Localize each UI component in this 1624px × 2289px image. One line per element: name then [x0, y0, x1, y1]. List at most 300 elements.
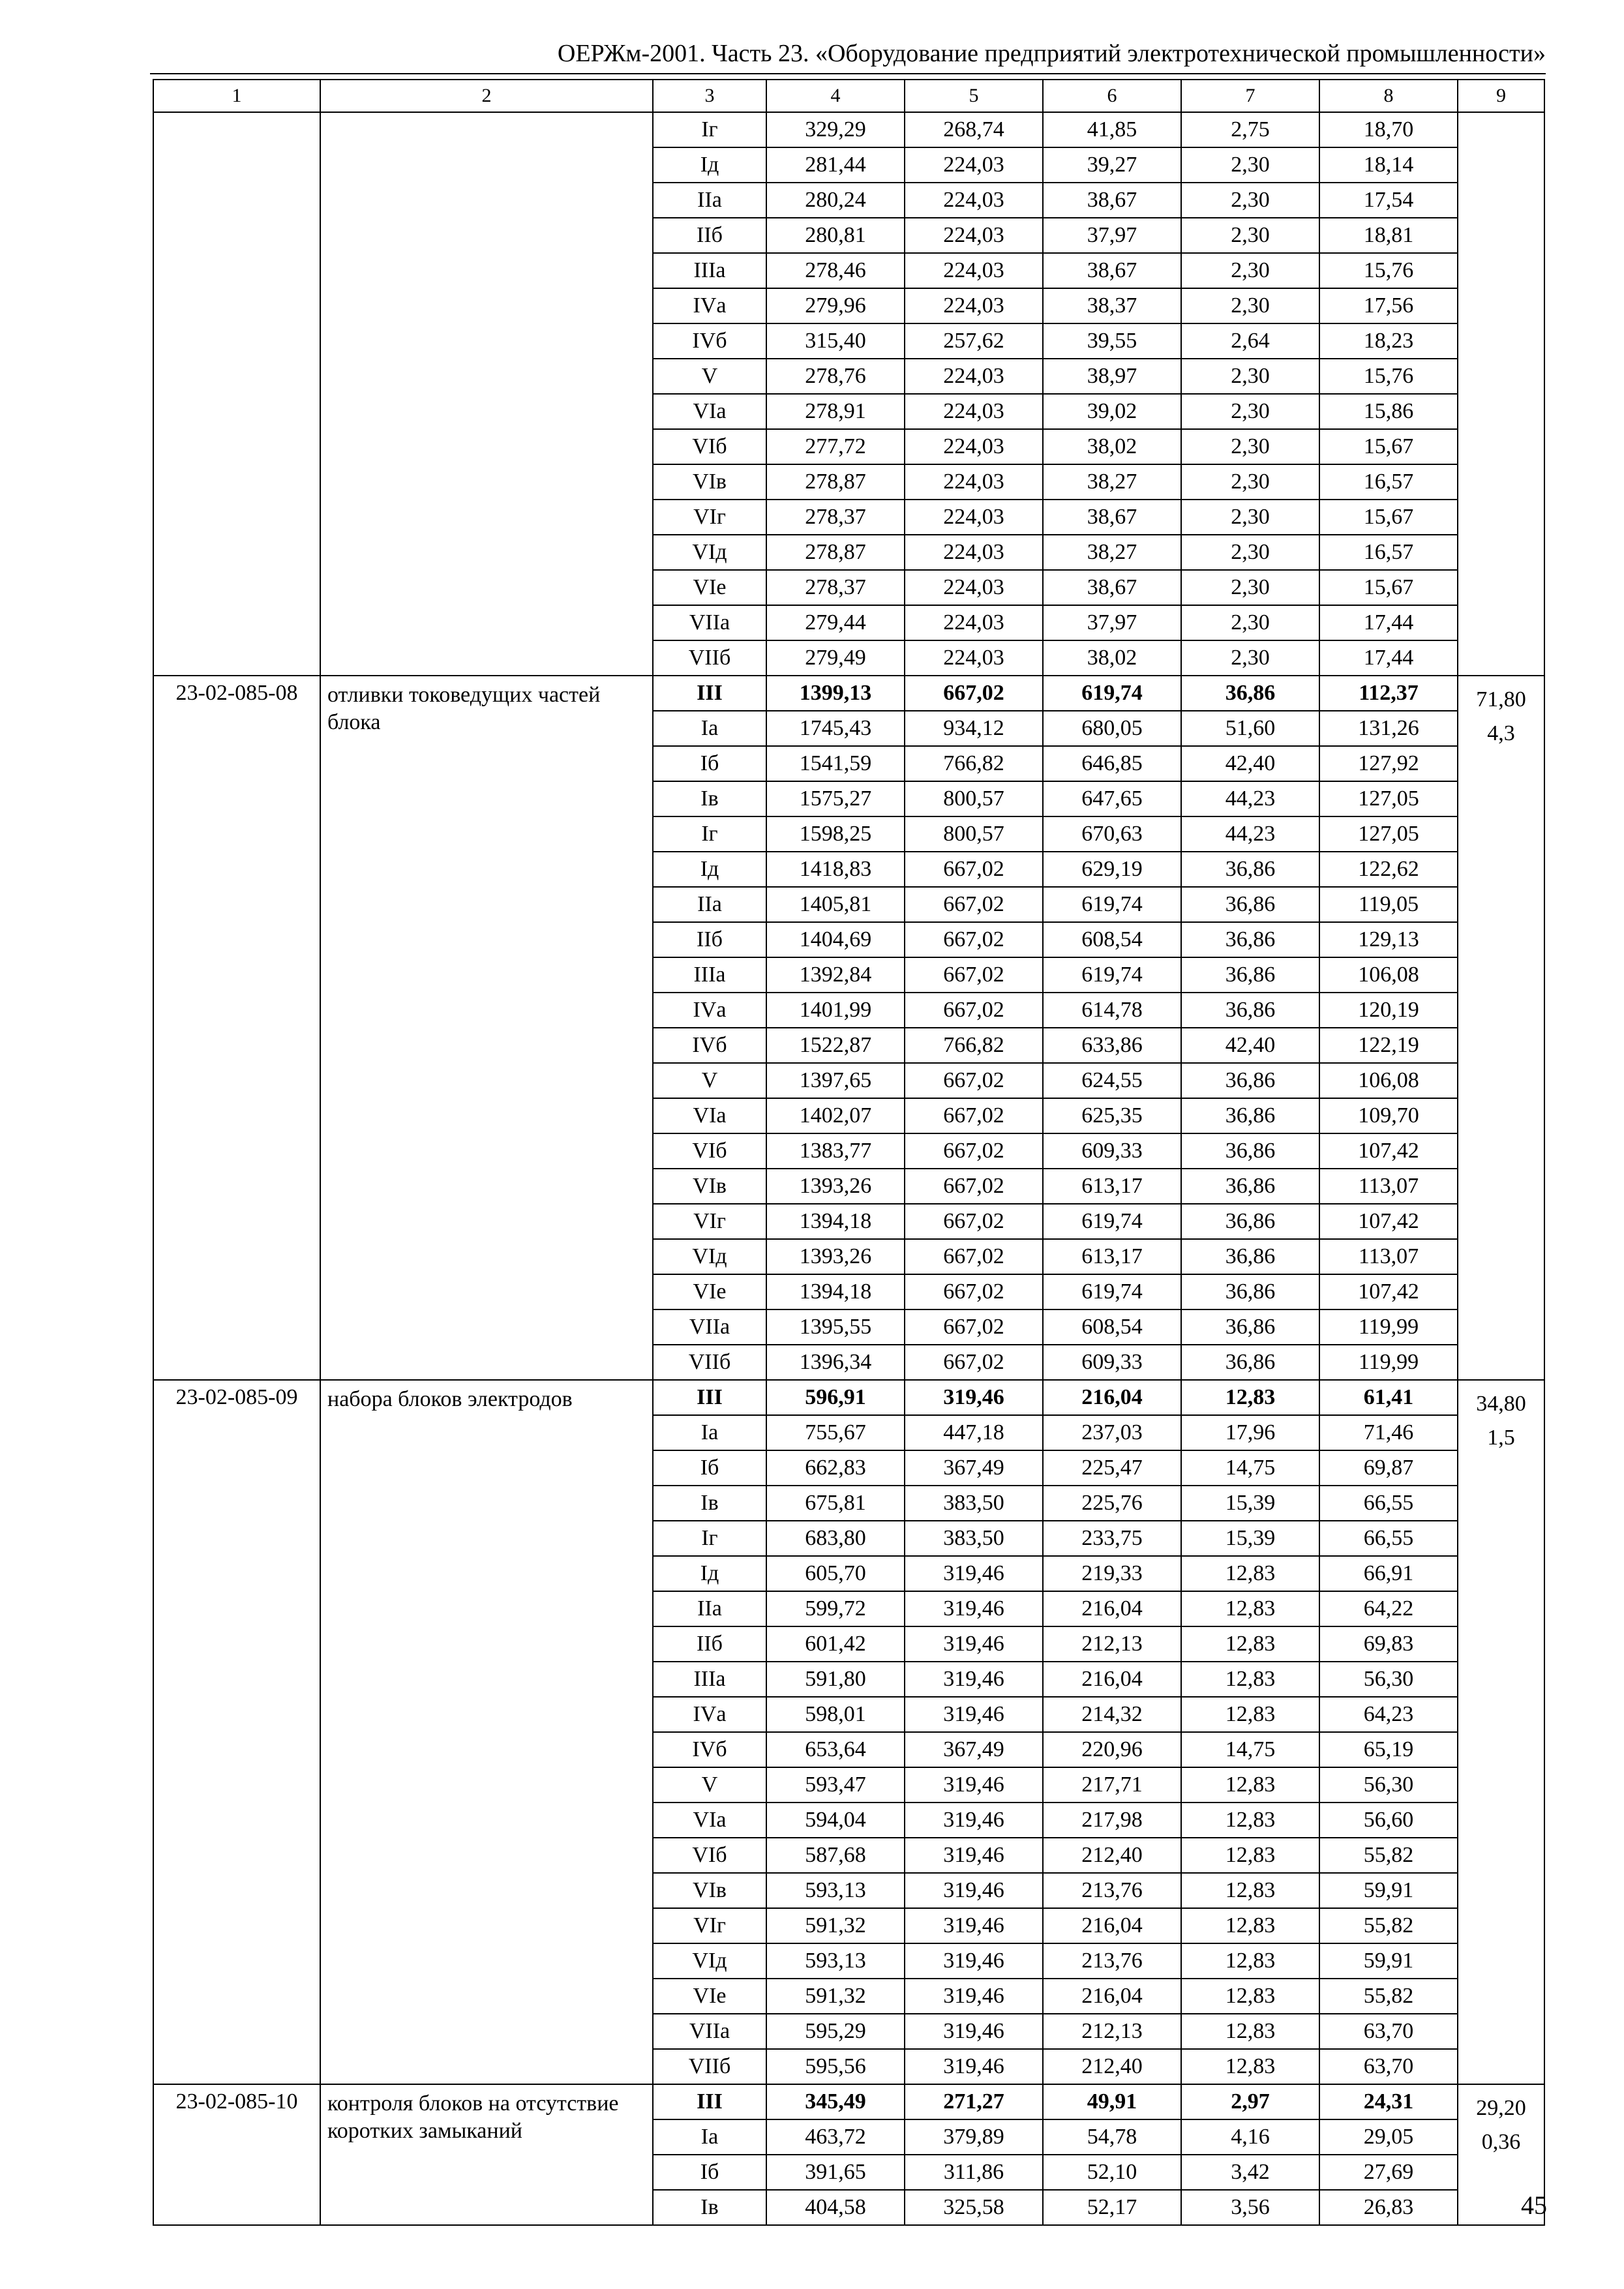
cost-value: 667,02 — [905, 1133, 1043, 1169]
cost-value: 224,03 — [905, 500, 1043, 535]
zone-group: VIе — [653, 570, 766, 605]
cost-value: 14,75 — [1181, 1732, 1319, 1767]
cost-value: 280,24 — [766, 183, 905, 218]
cost-value: 15,67 — [1319, 500, 1458, 535]
zone-group: VIд — [653, 1943, 766, 1979]
table-body — [153, 80, 1544, 2225]
cost-value: 594,04 — [766, 1803, 905, 1838]
cost-value: 1575,27 — [766, 781, 905, 816]
column-number: 4 — [766, 80, 905, 112]
cost-value: 64,23 — [1319, 1697, 1458, 1732]
cost-value: 216,04 — [1043, 1908, 1181, 1943]
table-row — [153, 1380, 1544, 1415]
cost-value: 17,96 — [1181, 1415, 1319, 1450]
cost-value: 277,72 — [766, 429, 905, 464]
cost-value: 12,83 — [1181, 1380, 1319, 1415]
cost-value: 2,30 — [1181, 253, 1319, 288]
zone-group: IIIа — [653, 957, 766, 993]
cost-value: 12,83 — [1181, 1803, 1319, 1838]
zone-group: IVа — [653, 993, 766, 1028]
cost-value: 42,40 — [1181, 746, 1319, 781]
cost-value: 119,99 — [1319, 1345, 1458, 1380]
zone-group: V — [653, 359, 766, 394]
cost-value: 1405,81 — [766, 887, 905, 922]
table-row — [153, 112, 1544, 147]
extra-value: 29,20 — [1476, 2096, 1526, 2120]
cost-value: 224,03 — [905, 288, 1043, 323]
cost-value: 59,91 — [1319, 1943, 1458, 1979]
cost-value: 224,03 — [905, 147, 1043, 183]
cost-value: 12,83 — [1181, 1908, 1319, 1943]
cost-value: 319,46 — [905, 2049, 1043, 2084]
zone-group: VIг — [653, 1204, 766, 1239]
cost-value: 1392,84 — [766, 957, 905, 993]
cost-value: 2,30 — [1181, 640, 1319, 676]
cost-value: 56,30 — [1319, 1662, 1458, 1697]
column-number: 7 — [1181, 80, 1319, 112]
cost-value: 39,27 — [1043, 147, 1181, 183]
zone-group: Iв — [653, 781, 766, 816]
zone-group: VIб — [653, 1133, 766, 1169]
cost-value: 325,58 — [905, 2190, 1043, 2225]
cost-value: 593,47 — [766, 1767, 905, 1803]
zone-group: Iв — [653, 1486, 766, 1521]
cost-value: 1395,55 — [766, 1309, 905, 1345]
cost-value: 646,85 — [1043, 746, 1181, 781]
work-name: отливки токоведущих частей блока — [320, 676, 653, 1380]
cost-value: 36,86 — [1181, 922, 1319, 957]
cost-value: 447,18 — [905, 1415, 1043, 1450]
cost-value: 319,46 — [905, 1662, 1043, 1697]
cost-value: 66,91 — [1319, 1556, 1458, 1591]
cost-value: 667,02 — [905, 957, 1043, 993]
cost-value: 619,74 — [1043, 887, 1181, 922]
cost-value: 587,68 — [766, 1838, 905, 1873]
cost-value: 279,44 — [766, 605, 905, 640]
cost-value: 12,83 — [1181, 1556, 1319, 1591]
cost-value: 595,56 — [766, 2049, 905, 2084]
cost-value: 608,54 — [1043, 922, 1181, 957]
cost-value: 619,74 — [1043, 1204, 1181, 1239]
cost-value: 127,05 — [1319, 816, 1458, 852]
zone-group: VIа — [653, 394, 766, 429]
zone-group: VIв — [653, 464, 766, 500]
zone-group: VIIа — [653, 2014, 766, 2049]
cost-value: 131,26 — [1319, 711, 1458, 746]
cost-value: 3,42 — [1181, 2155, 1319, 2190]
cost-value: 319,46 — [905, 1626, 1043, 1662]
cost-value: 683,80 — [766, 1521, 905, 1556]
cost-value: 1393,26 — [766, 1169, 905, 1204]
zone-group: Iб — [653, 746, 766, 781]
cost-value: 1383,77 — [766, 1133, 905, 1169]
cost-value: 37,97 — [1043, 218, 1181, 253]
cost-value: 213,76 — [1043, 1943, 1181, 1979]
cost-value: 26,83 — [1319, 2190, 1458, 2225]
zone-group: VIд — [653, 1239, 766, 1274]
cost-value: 224,03 — [905, 218, 1043, 253]
cost-value: 278,37 — [766, 570, 905, 605]
zone-group: IIб — [653, 1626, 766, 1662]
cost-value: 220,96 — [1043, 1732, 1181, 1767]
cost-value: 2,30 — [1181, 359, 1319, 394]
zone-group: IIIа — [653, 253, 766, 288]
cost-value: 237,03 — [1043, 1415, 1181, 1450]
cost-value: 12,83 — [1181, 1838, 1319, 1873]
cost-value: 319,46 — [905, 1767, 1043, 1803]
zone-group: Iг — [653, 816, 766, 852]
cost-value: 113,07 — [1319, 1239, 1458, 1274]
zone-group: VIIа — [653, 605, 766, 640]
cost-value: 613,17 — [1043, 1239, 1181, 1274]
cost-value: 404,58 — [766, 2190, 905, 2225]
cost-value: 278,91 — [766, 394, 905, 429]
cost-value: 593,13 — [766, 1943, 905, 1979]
cost-value: 212,40 — [1043, 2049, 1181, 2084]
cost-value: 766,82 — [905, 746, 1043, 781]
cost-value: 1393,26 — [766, 1239, 905, 1274]
labor-and-mass — [1458, 1380, 1544, 2084]
cost-value: 12,83 — [1181, 1943, 1319, 1979]
cost-value: 216,04 — [1043, 1979, 1181, 2014]
cost-value: 224,03 — [905, 429, 1043, 464]
cost-value: 319,46 — [905, 1380, 1043, 1415]
cost-value: 593,13 — [766, 1873, 905, 1908]
cost-value: 17,44 — [1319, 605, 1458, 640]
cost-value: 38,67 — [1043, 500, 1181, 535]
cost-value: 2,30 — [1181, 218, 1319, 253]
cost-value: 122,62 — [1319, 852, 1458, 887]
cost-value: 15,67 — [1319, 429, 1458, 464]
cost-value: 54,78 — [1043, 2119, 1181, 2155]
zone-group: VIе — [653, 1274, 766, 1309]
cost-value: 38,67 — [1043, 570, 1181, 605]
cost-value: 213,76 — [1043, 1873, 1181, 1908]
cost-value: 1404,69 — [766, 922, 905, 957]
zone-group: V — [653, 1767, 766, 1803]
cost-value: 18,23 — [1319, 323, 1458, 359]
cost-value: 667,02 — [905, 1239, 1043, 1274]
cost-value: 667,02 — [905, 1204, 1043, 1239]
cost-value: 609,33 — [1043, 1345, 1181, 1380]
column-number-row — [153, 80, 1544, 112]
cost-value: 219,33 — [1043, 1556, 1181, 1591]
zone-group: Iб — [653, 2155, 766, 2190]
cost-value: 127,05 — [1319, 781, 1458, 816]
zone-group: Iв — [653, 2190, 766, 2225]
cost-value: 113,07 — [1319, 1169, 1458, 1204]
zone-group: VIд — [653, 535, 766, 570]
zone-group: IIа — [653, 183, 766, 218]
cost-value: 38,67 — [1043, 183, 1181, 218]
cost-value: 15,76 — [1319, 359, 1458, 394]
cost-value: 463,72 — [766, 2119, 905, 2155]
extra-value: 1,5 — [1487, 1426, 1515, 1450]
cost-value: 319,46 — [905, 1873, 1043, 1908]
cost-value: 224,03 — [905, 535, 1043, 570]
cost-value: 29,05 — [1319, 2119, 1458, 2155]
rate-code — [153, 112, 320, 676]
cost-value: 63,70 — [1319, 2049, 1458, 2084]
cost-value: 12,83 — [1181, 1979, 1319, 2014]
zone-group: IVа — [653, 288, 766, 323]
cost-value: 217,71 — [1043, 1767, 1181, 1803]
cost-value: 106,08 — [1319, 957, 1458, 993]
column-number: 8 — [1319, 80, 1458, 112]
rate-code: 23-02-085-08 — [153, 676, 320, 1380]
cost-value: 36,86 — [1181, 993, 1319, 1028]
cost-value: 224,03 — [905, 570, 1043, 605]
cost-value: 42,40 — [1181, 1028, 1319, 1063]
cost-value: 39,55 — [1043, 323, 1181, 359]
cost-value: 36,86 — [1181, 852, 1319, 887]
cost-value: 800,57 — [905, 816, 1043, 852]
cost-value: 1397,65 — [766, 1063, 905, 1098]
cost-value: 69,87 — [1319, 1450, 1458, 1486]
cost-value: 367,49 — [905, 1450, 1043, 1486]
cost-value: 800,57 — [905, 781, 1043, 816]
cost-value: 15,76 — [1319, 253, 1458, 288]
cost-value: 319,46 — [905, 1908, 1043, 1943]
cost-value: 319,46 — [905, 1838, 1043, 1873]
cost-value: 601,42 — [766, 1626, 905, 1662]
cost-value: 12,83 — [1181, 1767, 1319, 1803]
cost-value: 12,83 — [1181, 1873, 1319, 1908]
cost-value: 1402,07 — [766, 1098, 905, 1133]
zone-group: Iд — [653, 147, 766, 183]
cost-value: 52,17 — [1043, 2190, 1181, 2225]
cost-value: 38,67 — [1043, 253, 1181, 288]
cost-value: 667,02 — [905, 1098, 1043, 1133]
cost-value: 15,39 — [1181, 1486, 1319, 1521]
cost-value: 653,64 — [766, 1732, 905, 1767]
cost-value: 56,30 — [1319, 1767, 1458, 1803]
column-number: 2 — [320, 80, 653, 112]
cost-value: 257,62 — [905, 323, 1043, 359]
cost-value: 2,30 — [1181, 147, 1319, 183]
zone-group: VIб — [653, 429, 766, 464]
cost-value: 66,55 — [1319, 1521, 1458, 1556]
cost-value: 224,03 — [905, 605, 1043, 640]
running-header: ОЕРЖм-2001. Часть 23. «Оборудование предприятий электротехнической промышленности» — [557, 40, 1546, 67]
cost-value: 38,27 — [1043, 464, 1181, 500]
cost-value: 680,05 — [1043, 711, 1181, 746]
cost-value: 212,13 — [1043, 1626, 1181, 1662]
cost-value: 2,97 — [1181, 2084, 1319, 2119]
cost-value: 633,86 — [1043, 1028, 1181, 1063]
zone-group: IIа — [653, 1591, 766, 1626]
cost-value: 107,42 — [1319, 1274, 1458, 1309]
cost-value: 667,02 — [905, 993, 1043, 1028]
column-number: 6 — [1043, 80, 1181, 112]
cost-value: 591,32 — [766, 1908, 905, 1943]
zone-group: VIIа — [653, 1309, 766, 1345]
cost-value: 112,37 — [1319, 676, 1458, 711]
zone-group: VIIб — [653, 640, 766, 676]
cost-value: 624,55 — [1043, 1063, 1181, 1098]
cost-value: 49,91 — [1043, 2084, 1181, 2119]
cost-value: 16,57 — [1319, 535, 1458, 570]
cost-value: 667,02 — [905, 1274, 1043, 1309]
cost-value: 16,57 — [1319, 464, 1458, 500]
cost-value: 591,80 — [766, 1662, 905, 1697]
cost-value: 3,56 — [1181, 2190, 1319, 2225]
cost-value: 319,46 — [905, 1697, 1043, 1732]
zone-group: III — [653, 2084, 766, 2119]
cost-value: 278,87 — [766, 535, 905, 570]
zone-group: V — [653, 1063, 766, 1098]
cost-value: 119,99 — [1319, 1309, 1458, 1345]
cost-value: 14,75 — [1181, 1450, 1319, 1486]
cost-value: 12,83 — [1181, 1662, 1319, 1697]
cost-value: 212,13 — [1043, 2014, 1181, 2049]
cost-value: 56,60 — [1319, 1803, 1458, 1838]
table-row — [153, 676, 1544, 711]
cost-value: 2,30 — [1181, 464, 1319, 500]
cost-value: 38,02 — [1043, 640, 1181, 676]
work-name: набора блоков электродов — [320, 1380, 653, 2084]
cost-value: 2,64 — [1181, 323, 1319, 359]
cost-value: 15,86 — [1319, 394, 1458, 429]
cost-value: 662,83 — [766, 1450, 905, 1486]
cost-value: 122,19 — [1319, 1028, 1458, 1063]
cost-value: 12,83 — [1181, 2014, 1319, 2049]
cost-value: 66,55 — [1319, 1486, 1458, 1521]
cost-value: 319,46 — [905, 1979, 1043, 2014]
cost-value: 755,67 — [766, 1415, 905, 1450]
cost-value: 1745,43 — [766, 711, 905, 746]
cost-value: 107,42 — [1319, 1204, 1458, 1239]
zone-group: VIIб — [653, 1345, 766, 1380]
zone-group: III — [653, 676, 766, 711]
cost-value: 598,01 — [766, 1697, 905, 1732]
cost-value: 281,44 — [766, 147, 905, 183]
cost-value: 278,76 — [766, 359, 905, 394]
table-row — [153, 2084, 1544, 2119]
cost-value: 64,22 — [1319, 1591, 1458, 1626]
cost-value: 4,16 — [1181, 2119, 1319, 2155]
cost-value: 667,02 — [905, 852, 1043, 887]
cost-value: 383,50 — [905, 1486, 1043, 1521]
cost-value: 766,82 — [905, 1028, 1043, 1063]
cost-value: 1541,59 — [766, 746, 905, 781]
cost-value: 1418,83 — [766, 852, 905, 887]
cost-value: 619,74 — [1043, 1274, 1181, 1309]
zone-group: IVб — [653, 1028, 766, 1063]
zone-group: VIа — [653, 1098, 766, 1133]
cost-value: 224,03 — [905, 394, 1043, 429]
cost-value: 38,37 — [1043, 288, 1181, 323]
zone-group: IIIа — [653, 1662, 766, 1697]
cost-value: 1401,99 — [766, 993, 905, 1028]
zone-group: IVб — [653, 323, 766, 359]
cost-value: 278,46 — [766, 253, 905, 288]
cost-value: 675,81 — [766, 1486, 905, 1521]
cost-value: 55,82 — [1319, 1979, 1458, 2014]
cost-value: 36,86 — [1181, 1239, 1319, 1274]
zone-group: IIб — [653, 218, 766, 253]
zone-group: VIа — [653, 1803, 766, 1838]
zone-group: III — [653, 1380, 766, 1415]
cost-value: 36,86 — [1181, 1133, 1319, 1169]
cost-value: 44,23 — [1181, 781, 1319, 816]
cost-value: 2,30 — [1181, 500, 1319, 535]
cost-value: 38,27 — [1043, 535, 1181, 570]
cost-value: 129,13 — [1319, 922, 1458, 957]
cost-value: 595,29 — [766, 2014, 905, 2049]
header-rule — [150, 73, 1546, 74]
cost-value: 2,30 — [1181, 605, 1319, 640]
cost-value: 36,86 — [1181, 1345, 1319, 1380]
cost-value: 367,49 — [905, 1732, 1043, 1767]
cost-value: 596,91 — [766, 1380, 905, 1415]
cost-value: 591,32 — [766, 1979, 905, 2014]
cost-value: 2,30 — [1181, 535, 1319, 570]
zone-group: IIб — [653, 922, 766, 957]
cost-value: 12,83 — [1181, 1591, 1319, 1626]
extra-value: 71,80 — [1476, 687, 1526, 711]
cost-value: 18,70 — [1319, 112, 1458, 147]
cost-value: 36,86 — [1181, 1204, 1319, 1239]
cost-value: 216,04 — [1043, 1591, 1181, 1626]
cost-value: 233,75 — [1043, 1521, 1181, 1556]
cost-value: 224,03 — [905, 253, 1043, 288]
cost-value: 614,78 — [1043, 993, 1181, 1028]
cost-value: 315,40 — [766, 323, 905, 359]
cost-value: 1399,13 — [766, 676, 905, 711]
cost-value: 17,56 — [1319, 288, 1458, 323]
cost-value: 1396,34 — [766, 1345, 905, 1380]
cost-value: 38,02 — [1043, 429, 1181, 464]
zone-group: Iб — [653, 1450, 766, 1486]
cost-value: 39,02 — [1043, 394, 1181, 429]
work-name: контроля блоков на отсутствие коротких замыканий — [320, 2084, 653, 2225]
cost-value: 63,70 — [1319, 2014, 1458, 2049]
zone-group: VIг — [653, 1908, 766, 1943]
cost-value: 109,70 — [1319, 1098, 1458, 1133]
cost-value: 311,86 — [905, 2155, 1043, 2190]
extra-value: 0,36 — [1481, 2130, 1521, 2154]
cost-value: 319,46 — [905, 1556, 1043, 1591]
cost-value: 24,31 — [1319, 2084, 1458, 2119]
cost-value: 36,86 — [1181, 1169, 1319, 1204]
cost-value: 36,86 — [1181, 1098, 1319, 1133]
cost-value: 2,30 — [1181, 570, 1319, 605]
cost-value: 107,42 — [1319, 1133, 1458, 1169]
zone-group: Iа — [653, 711, 766, 746]
cost-value: 279,49 — [766, 640, 905, 676]
cost-value: 609,33 — [1043, 1133, 1181, 1169]
cost-value: 319,46 — [905, 1943, 1043, 1979]
zone-group: VIIб — [653, 2049, 766, 2084]
zone-group: VIе — [653, 1979, 766, 2014]
zone-group: Iд — [653, 852, 766, 887]
cost-value: 69,83 — [1319, 1626, 1458, 1662]
cost-value: 619,74 — [1043, 676, 1181, 711]
cost-value: 608,54 — [1043, 1309, 1181, 1345]
cost-value: 667,02 — [905, 1063, 1043, 1098]
cost-value: 278,87 — [766, 464, 905, 500]
cost-value: 225,47 — [1043, 1450, 1181, 1486]
cost-value: 278,37 — [766, 500, 905, 535]
cost-value: 37,97 — [1043, 605, 1181, 640]
cost-value: 667,02 — [905, 676, 1043, 711]
zone-group: VIб — [653, 1838, 766, 1873]
cost-value: 667,02 — [905, 1345, 1043, 1380]
cost-value: 15,39 — [1181, 1521, 1319, 1556]
cost-value: 12,83 — [1181, 1626, 1319, 1662]
cost-value: 36,86 — [1181, 887, 1319, 922]
